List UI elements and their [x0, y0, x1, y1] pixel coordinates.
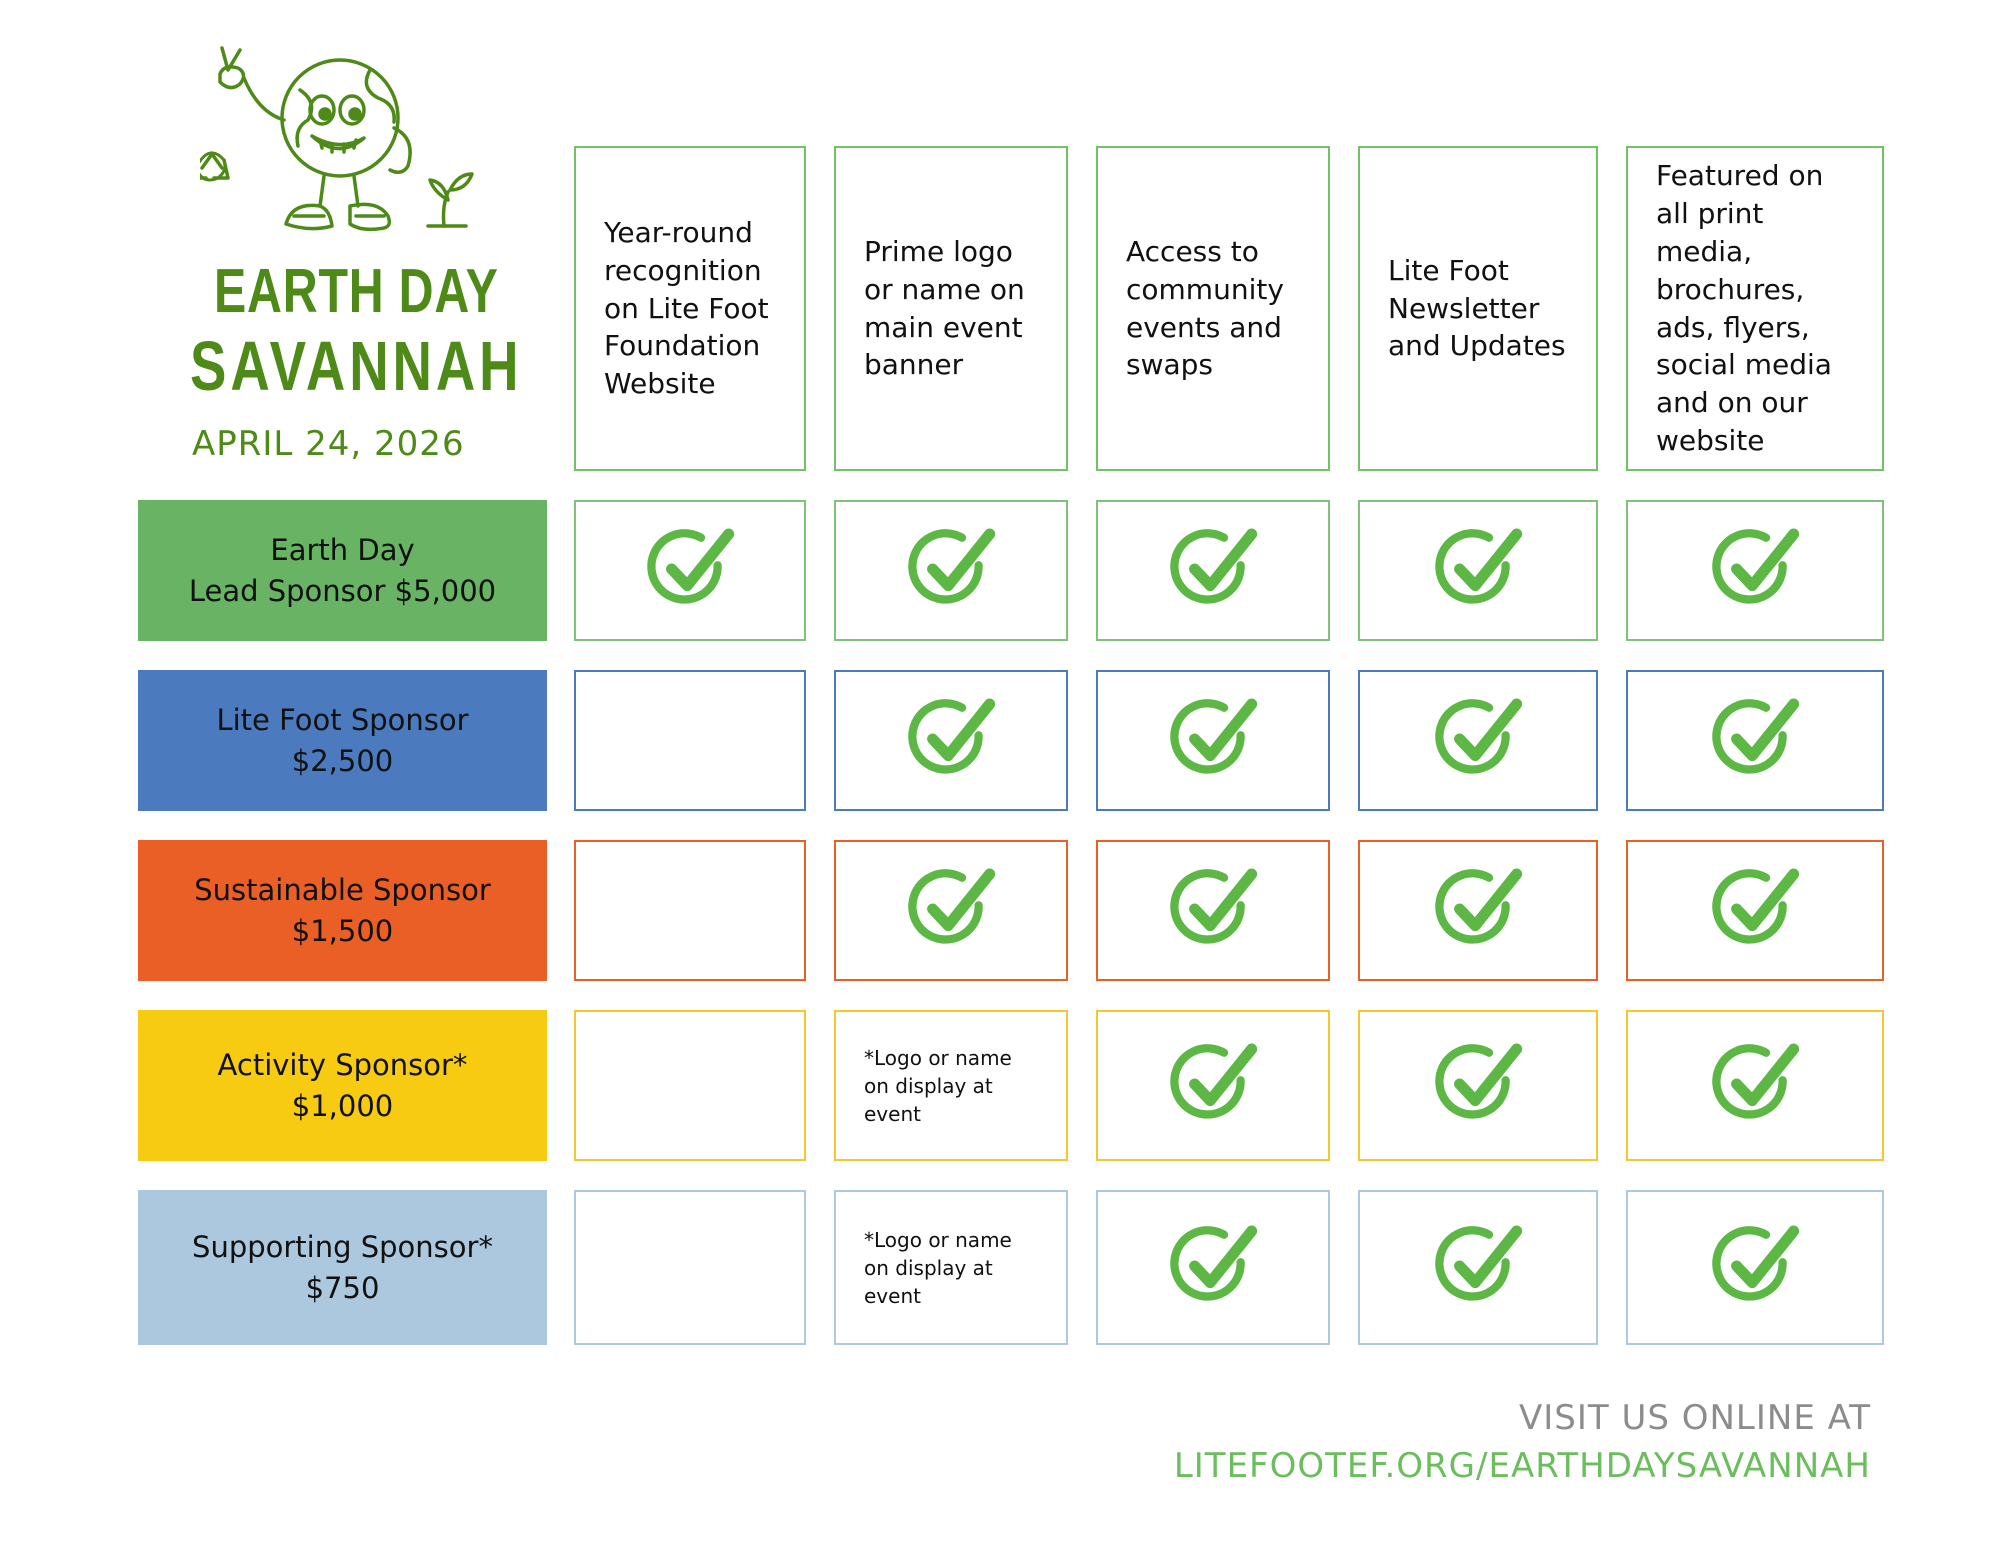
tier-label: [138, 1010, 547, 1161]
tier-price: $750: [305, 1270, 380, 1305]
check-circle-icon: [1708, 1220, 1802, 1316]
benefit-cell: [574, 1190, 806, 1345]
benefit-header-text: Access to community events and swaps: [1126, 234, 1284, 382]
benefit-cell: [1626, 1190, 1884, 1345]
tier-name: Lite Foot Sponsor: [216, 703, 469, 738]
benefit-cell: [574, 670, 806, 811]
tier-price: $1,500: [291, 913, 394, 948]
benefit-header-year-round: [574, 146, 806, 471]
tier-name: Sustainable Sponsor: [194, 873, 491, 908]
benefit-cell: [1626, 670, 1884, 811]
benefit-cell: [1096, 1190, 1330, 1345]
tier-label: [138, 840, 547, 981]
check-circle-icon: [1431, 863, 1525, 959]
benefit-header-text: Lite Foot Newsletter and Updates: [1388, 253, 1566, 363]
benefit-cell: [834, 500, 1068, 641]
earth-mascot-icon: [200, 40, 480, 250]
benefit-header-text: Prime logo or name on main event banner: [864, 234, 1025, 382]
cell-note: *Logo or name on display at event: [864, 1045, 1012, 1126]
tier-price: Lead Sponsor $5,000: [188, 573, 497, 608]
benefit-cell: [834, 840, 1068, 981]
check-circle-icon: [1166, 523, 1260, 619]
check-circle-icon: [643, 523, 737, 619]
benefit-header-text: Year-round recognition on Lite Foot Foundation Website: [604, 216, 769, 401]
check-circle-icon: [904, 863, 998, 959]
benefit-cell: [834, 1190, 1068, 1345]
benefit-header-newsletter: [1358, 146, 1598, 471]
benefit-cell: [1096, 1010, 1330, 1161]
check-circle-icon: [904, 523, 998, 619]
check-circle-icon: [1166, 1038, 1260, 1134]
tier-label: [138, 1190, 547, 1345]
check-circle-icon: [1708, 523, 1802, 619]
check-circle-icon: [1166, 1220, 1260, 1316]
check-circle-icon: [1166, 863, 1260, 959]
benefit-cell: [574, 500, 806, 641]
event-title-line2: SAVANNAH: [190, 327, 523, 405]
check-circle-icon: [1431, 1220, 1525, 1316]
benefit-cell: [834, 1010, 1068, 1161]
event-title-line1: EARTH DAY: [214, 257, 499, 326]
benefit-cell: [1358, 1010, 1598, 1161]
benefit-cell: [1626, 500, 1884, 641]
visit-online-text: VISIT US ONLINE AT: [1518, 1398, 1871, 1438]
check-circle-icon: [1708, 863, 1802, 959]
benefit-cell: [1358, 500, 1598, 641]
tier-label: [138, 500, 547, 641]
benefit-header-print-media: [1626, 146, 1884, 471]
benefit-cell: [1096, 500, 1330, 641]
benefit-cell: [1626, 840, 1884, 981]
check-circle-icon: [1431, 523, 1525, 619]
benefit-cell: [1358, 670, 1598, 811]
tier-name: Earth Day: [270, 533, 415, 568]
cell-note: *Logo or name on display at event: [864, 1227, 1012, 1308]
benefit-cell: [1626, 1010, 1884, 1161]
benefit-cell: [1358, 1190, 1598, 1345]
benefit-cell: [574, 840, 806, 981]
check-circle-icon: [1708, 1038, 1802, 1134]
check-circle-icon: [1431, 693, 1525, 789]
benefit-cell: [1358, 840, 1598, 981]
benefit-cell: [574, 1010, 806, 1161]
benefit-header-text: Featured on all print media, brochures, ads, flyers, social media and on our website: [1656, 159, 1832, 457]
check-circle-icon: [904, 693, 998, 789]
check-circle-icon: [1431, 1038, 1525, 1134]
benefit-cell: [834, 670, 1068, 811]
tier-price: $1,000: [291, 1088, 394, 1123]
tier-name: Activity Sponsor*: [217, 1048, 468, 1083]
check-circle-icon: [1166, 693, 1260, 789]
benefit-header-community: [1096, 146, 1330, 471]
tier-price: $2,500: [291, 743, 394, 778]
benefit-cell: [1096, 840, 1330, 981]
check-circle-icon: [1708, 693, 1802, 789]
tier-name: Supporting Sponsor*: [192, 1230, 493, 1265]
benefit-cell: [1096, 670, 1330, 811]
event-date: APRIL 24, 2026: [192, 424, 465, 464]
tier-label: [138, 670, 547, 811]
benefit-header-banner: [834, 146, 1068, 471]
website-link[interactable]: LITEFOOTEF.ORG/EARTHDAYSAVANNAH: [1173, 1446, 1871, 1486]
